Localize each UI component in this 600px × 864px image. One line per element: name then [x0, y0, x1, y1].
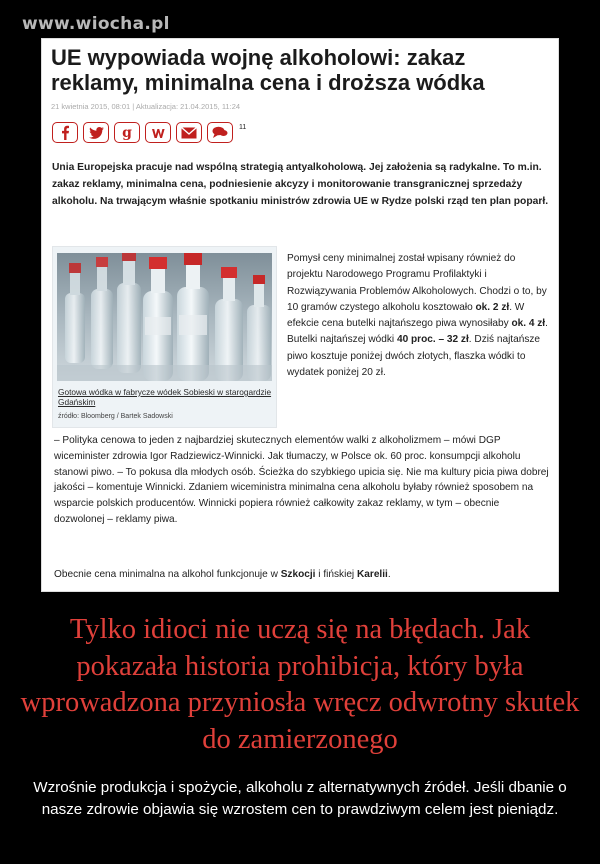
- google-plus-icon[interactable]: g: [114, 122, 140, 143]
- article-photo: [52, 246, 277, 428]
- final-paragraph: [54, 569, 551, 580]
- facebook-icon[interactable]: [52, 122, 78, 143]
- twitter-icon[interactable]: [83, 122, 109, 143]
- price-bold-1: ok. 2 zł: [475, 301, 510, 313]
- price-text-3: . Butelki najtańszej wódki: [287, 318, 548, 346]
- site-watermark: www.wiocha.pl: [22, 14, 170, 34]
- price-text-4: . Dziś najtańsze piwo kosztuje poniżej dwóch złotych, flaszka wódki to wydatek poniżej 20 zł.: [287, 334, 541, 379]
- comment-count: 11: [239, 124, 247, 131]
- price-bold-2: ok. 4 zł: [511, 318, 546, 330]
- final-text-1: Obecnie cena minimalna na alkohol funkcjonuje w: [54, 569, 281, 580]
- photo-source: źródło: Bloomberg / Bartek Sadowski: [58, 413, 173, 420]
- article-screenshot: [41, 38, 559, 592]
- article-title: UE wypowiada wojnę alkoholowi: zakaz reklamy, minimalna cena i droższa wódka: [51, 45, 485, 95]
- wykop-icon[interactable]: [145, 122, 171, 143]
- quote-paragraph: – Polityka cenowa to jeden z najbardziej skutecznych elementów walki z alkoholizmem – mówi DGP wiceminister zdrowia Igor Radziewicz-Winnicki. Jak tłumaczy, w Polsce ok. 60 proc. konsumpcji alkoholu stanowi piwo. – To pokusa dla młodych osób. Ścieżka do szybkiego upicia się. Nie ma kultury picia piwa dobrej jakości – komentuje Winnicki. Zdaniem wiceministra minimalna cena alkoholu byłaby również sposobem na wsparcie polskich producentów. Winnicki popiera również całkowity zakaz reklamy, w tym – obecnie dozwolonej – reklamy piwa.: [54, 435, 549, 525]
- final-text-3: .: [387, 569, 391, 580]
- poster-title: Tylko idioci nie uczą się na błędach. Jak pokazała historia prohibicja, który była wprowadzona przyniosła wręcz odwrotny skutek do zamierzonego: [20, 614, 580, 755]
- final-bold-2: Karelii: [356, 569, 388, 580]
- price-bold-3: 40 proc. – 32 zł: [396, 334, 469, 346]
- price-paragraph: [287, 251, 552, 381]
- comments-icon[interactable]: [207, 122, 233, 143]
- price-text-2: . W efekcie cena butelki najtańszego piwa wynosiłaby: [287, 301, 525, 330]
- final-text-2: i fińskiej: [315, 569, 357, 580]
- photo-caption[interactable]: Gotowa wódka w fabrycze wódek Sobieski w starogardzie Gdańskim: [58, 387, 272, 407]
- article-lead: Unia Europejska pracuje nad wspólną strategią antyalkoholową. Jej założenia są radykalne. To m.in. zakaz reklamy, minimalna cena, podniesienie akcyzy i monitorowanie transgranicznej sprzedaży alkoholu. Na trwającym właśnie spotkaniu ministrów zdrowia UE w Rydze polski rząd ten plan poparł.: [52, 162, 549, 207]
- share-bar: [52, 122, 246, 143]
- vodka-bottles-image: [57, 253, 272, 381]
- article-date: 21 kwietnia 2015, 08:01 | Aktualizacja: 21.04.2015, 11:24: [51, 102, 241, 111]
- final-bold-1: Szkocji: [280, 569, 316, 580]
- email-icon[interactable]: [176, 122, 202, 143]
- price-text-1: Pomysł ceny minimalnej został wpisany również do projektu Narodowego Programu Profilaktyki i Rozwiązywania Problemów Alkoholowych. Chodzi o to, by 10 gramów czystego alkoholu kosztowało: [287, 253, 547, 313]
- poster-subtitle: Wzrośnie produkcja i spożycie, alkoholu z alternatywnych źródeł. Jeśli dbanie o nasze zdrowie objawia się wzrostem cen to prawdziwym celem jest pieniądz.: [33, 779, 567, 818]
